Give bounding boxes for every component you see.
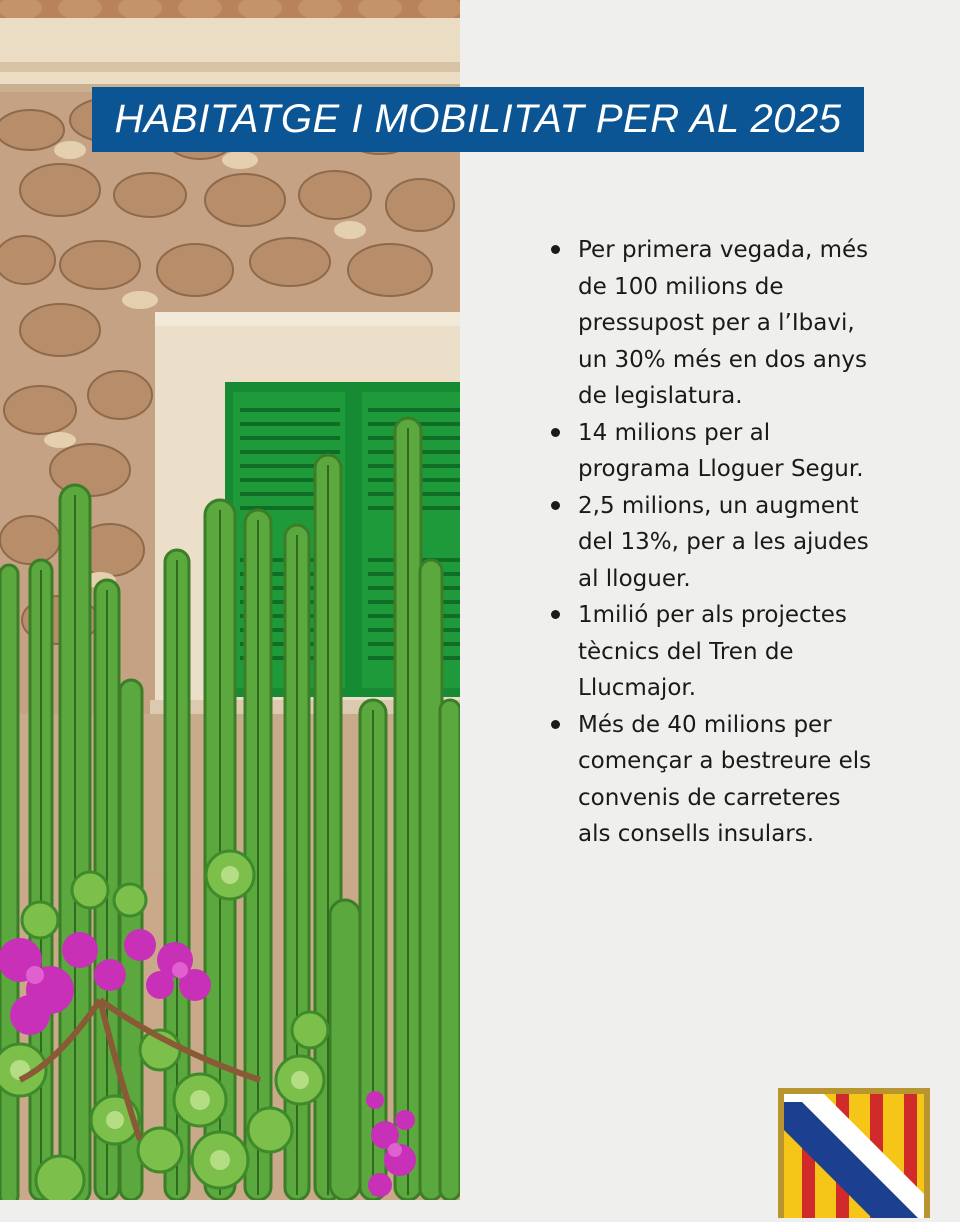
list-item: [548, 597, 878, 707]
list-item: [548, 415, 878, 488]
background-photo: [0, 0, 460, 1200]
list-item-text: 14 milions per al programa Lloguer Segur.: [578, 419, 864, 482]
bullet-dot-icon: [551, 610, 560, 619]
bullet-dot-icon: [551, 501, 560, 510]
balearic-flag-logo-icon: [778, 1088, 930, 1218]
bullet-dot-icon: [551, 720, 560, 729]
list-item-text: 1milió per als projectes tècnics del Tren de Llucmajor.: [578, 602, 847, 701]
list-item-text: Per primera vegada, més de 100 milions de pressupost per a l’Ibavi, un 30% més en dos anys de legislatura.: [578, 237, 869, 409]
bullet-dot-icon: [551, 428, 560, 437]
bullet-dot-icon: [551, 245, 560, 254]
list-item: [548, 488, 878, 598]
list-item: [548, 707, 878, 853]
stone-wall-cactus-photo: [0, 0, 460, 1200]
bullet-list: [548, 232, 878, 853]
list-item-text: Més de 40 milions per començar a bestreure els convenis de carreteres als consells insulars.: [578, 711, 872, 847]
title-banner: [92, 87, 864, 152]
list-item: [548, 232, 878, 415]
list-item-text: 2,5 milions, un augment del 13%, per a les ajudes al lloguer.: [578, 492, 869, 592]
page-title: HABITATGE I MOBILITAT PER AL 2025: [114, 97, 842, 141]
